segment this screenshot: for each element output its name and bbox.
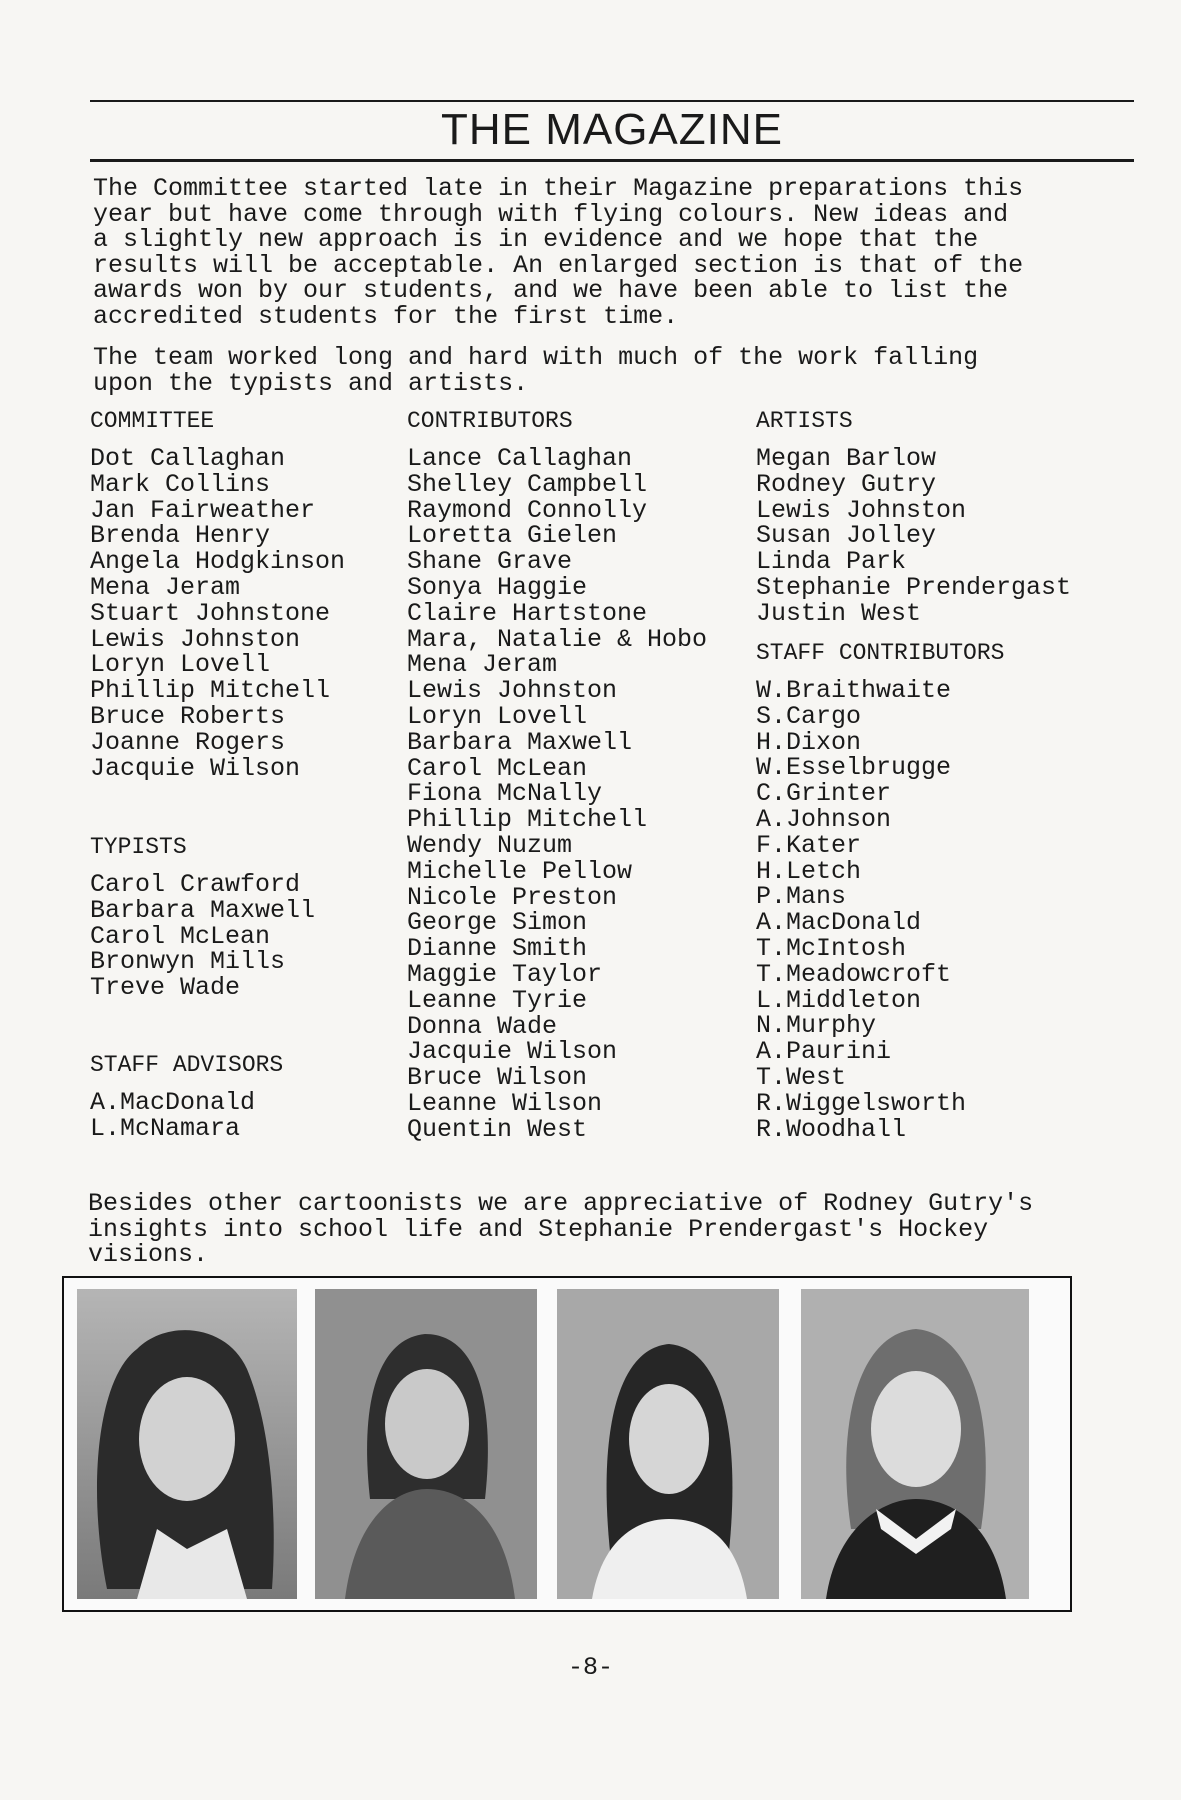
staff-contributors-column	[756, 640, 1004, 1142]
name-entry: L.McNamara	[90, 1113, 241, 1143]
intro-paragraph: The Committee started late in their Magazine preparations this year but have come through with flying colours. New ideas and a slightly new approach is in evidence and we hope that the results will be acceptable. An enlarged section is that of the awards won by our students, and we have been able to list the accredited students for the first time.	[93, 174, 1024, 331]
name-entry: Carol McLean	[90, 921, 271, 951]
staff-advisors-column	[90, 1052, 283, 1142]
name-entry: Angela Hodgkinson	[90, 547, 346, 577]
name-entry: Joanne Rogers	[90, 727, 286, 757]
closing-paragraph: Besides other cartoonists we are appreciative of Rodney Gutry's insights into school life and Stephanie Prendergast's Hockey visions.	[88, 1189, 1034, 1270]
name-entry: A.Paurini	[756, 1037, 892, 1067]
name-entry: R.Wiggelsworth	[756, 1088, 967, 1118]
contributors-list	[407, 446, 707, 1143]
committee-heading: COMMITTEE	[90, 408, 215, 434]
name-entry: Lewis Johnston	[756, 495, 967, 525]
photo-strip	[62, 1276, 1072, 1612]
name-entry: Bruce Roberts	[90, 701, 286, 731]
name-entry: Quentin West	[407, 1114, 588, 1144]
portrait-photo-3	[557, 1289, 779, 1599]
name-entry: Leanne Wilson	[407, 1088, 603, 1118]
name-entry: Megan Barlow	[756, 444, 937, 473]
name-entry: T.West	[756, 1062, 847, 1092]
name-entry: Barbara Maxwell	[90, 895, 316, 925]
name-entry: Linda Park	[756, 547, 907, 577]
name-entry: Raymond Connolly	[407, 495, 648, 525]
name-entry: W.Braithwaite	[756, 676, 952, 705]
name-entry: C.Grinter	[756, 779, 892, 809]
name-entry: Jan Fairweather	[90, 495, 316, 525]
name-entry: Jacquie Wilson	[90, 753, 301, 783]
name-entry: H.Dixon	[756, 727, 862, 757]
name-entry: Phillip Mitchell	[90, 676, 331, 706]
typists-column	[90, 834, 315, 1001]
name-entry: Dot Callaghan	[90, 444, 286, 473]
staff-advisors-list	[90, 1090, 283, 1142]
typists-heading: TYPISTS	[90, 834, 187, 860]
page-number: -8-	[567, 1653, 613, 1682]
name-entry: Sonya Haggie	[407, 572, 588, 602]
name-entry: Claire Hartstone	[407, 598, 648, 628]
name-entry: H.Letch	[756, 856, 862, 886]
committee-list	[90, 446, 345, 781]
staff-contributors-heading: STAFF CONTRIBUTORS	[756, 640, 1005, 666]
name-entry: Leanne Tyrie	[407, 985, 588, 1015]
portrait-photo-2	[315, 1289, 537, 1599]
name-entry: F.Kater	[756, 830, 862, 860]
artists-column	[756, 408, 1071, 627]
name-entry: T.McIntosh	[756, 933, 907, 963]
name-entry: A.MacDonald	[90, 1088, 256, 1117]
portrait-photo-4	[801, 1289, 1029, 1599]
name-entry: Nicole Preston	[407, 882, 618, 912]
name-entry: L.Middleton	[756, 985, 922, 1015]
name-entry: Stephanie Prendergast	[756, 572, 1072, 602]
name-entry: Michelle Pellow	[407, 856, 633, 886]
name-entry: Mena Jeram	[407, 650, 558, 680]
name-entry: Donna Wade	[407, 1011, 558, 1041]
top-rule	[90, 100, 1134, 102]
name-entry: Maggie Taylor	[407, 959, 603, 989]
page-title: THE MAGAZINE	[440, 105, 784, 154]
name-entry: Justin West	[756, 598, 922, 628]
name-entry: George Simon	[407, 908, 588, 938]
name-entry: Stuart Johnstone	[90, 598, 331, 628]
name-entry: Lance Callaghan	[407, 444, 633, 473]
name-entry: A.MacDonald	[756, 908, 922, 938]
name-entry: A.Johnson	[756, 804, 892, 834]
name-entry: Mara, Natalie & Hobo	[407, 624, 708, 654]
name-entry: Barbara Maxwell	[407, 727, 633, 757]
name-entry: Carol McLean	[407, 753, 588, 783]
name-entry: Susan Jolley	[756, 521, 937, 551]
name-entry: Lewis Johnston	[407, 676, 618, 706]
team-paragraph: The team worked long and hard with much of the work falling upon the typists and artists.	[93, 343, 979, 398]
name-entry: Fiona McNally	[407, 779, 603, 809]
name-entry: Rodney Gutry	[756, 469, 937, 499]
name-entry: Lewis Johnston	[90, 624, 301, 654]
portrait-photo-1	[77, 1289, 297, 1599]
contributors-column	[407, 408, 707, 1143]
contributors-heading: CONTRIBUTORS	[407, 408, 573, 434]
name-entry: Loretta Gielen	[407, 521, 618, 551]
artists-heading: ARTISTS	[756, 408, 853, 434]
typists-list	[90, 872, 315, 1001]
name-entry: Loryn Lovell	[90, 650, 271, 680]
name-entry: Bronwyn Mills	[90, 947, 286, 977]
title-underline	[90, 159, 1134, 162]
name-entry: Shelley Campbell	[407, 469, 648, 499]
name-entry: R.Woodhall	[756, 1114, 907, 1144]
name-entry: Wendy Nuzum	[407, 830, 573, 860]
name-entry: Phillip Mitchell	[407, 805, 648, 835]
name-entry: Mark Collins	[90, 469, 271, 499]
name-entry: Treve Wade	[90, 973, 241, 1003]
name-entry: Carol Crawford	[90, 870, 301, 899]
staff-advisors-heading: STAFF ADVISORS	[90, 1052, 284, 1078]
name-entry: T.Meadowcroft	[756, 959, 952, 989]
name-entry: Mena Jeram	[90, 572, 241, 602]
name-entry: S.Cargo	[756, 701, 862, 731]
name-entry: Loryn Lovell	[407, 701, 588, 731]
staff-contributors-list	[756, 678, 1004, 1142]
name-entry: Dianne Smith	[407, 934, 588, 964]
name-entry: N.Murphy	[756, 1011, 877, 1041]
committee-column	[90, 408, 345, 781]
name-entry: P.Mans	[756, 882, 847, 912]
name-entry: Shane Grave	[407, 547, 573, 577]
name-entry: W.Esselbrugge	[756, 753, 952, 783]
artists-list	[756, 446, 1071, 627]
name-entry: Bruce Wilson	[407, 1063, 588, 1093]
name-entry: Brenda Henry	[90, 521, 271, 551]
name-entry: Jacquie Wilson	[407, 1037, 618, 1067]
